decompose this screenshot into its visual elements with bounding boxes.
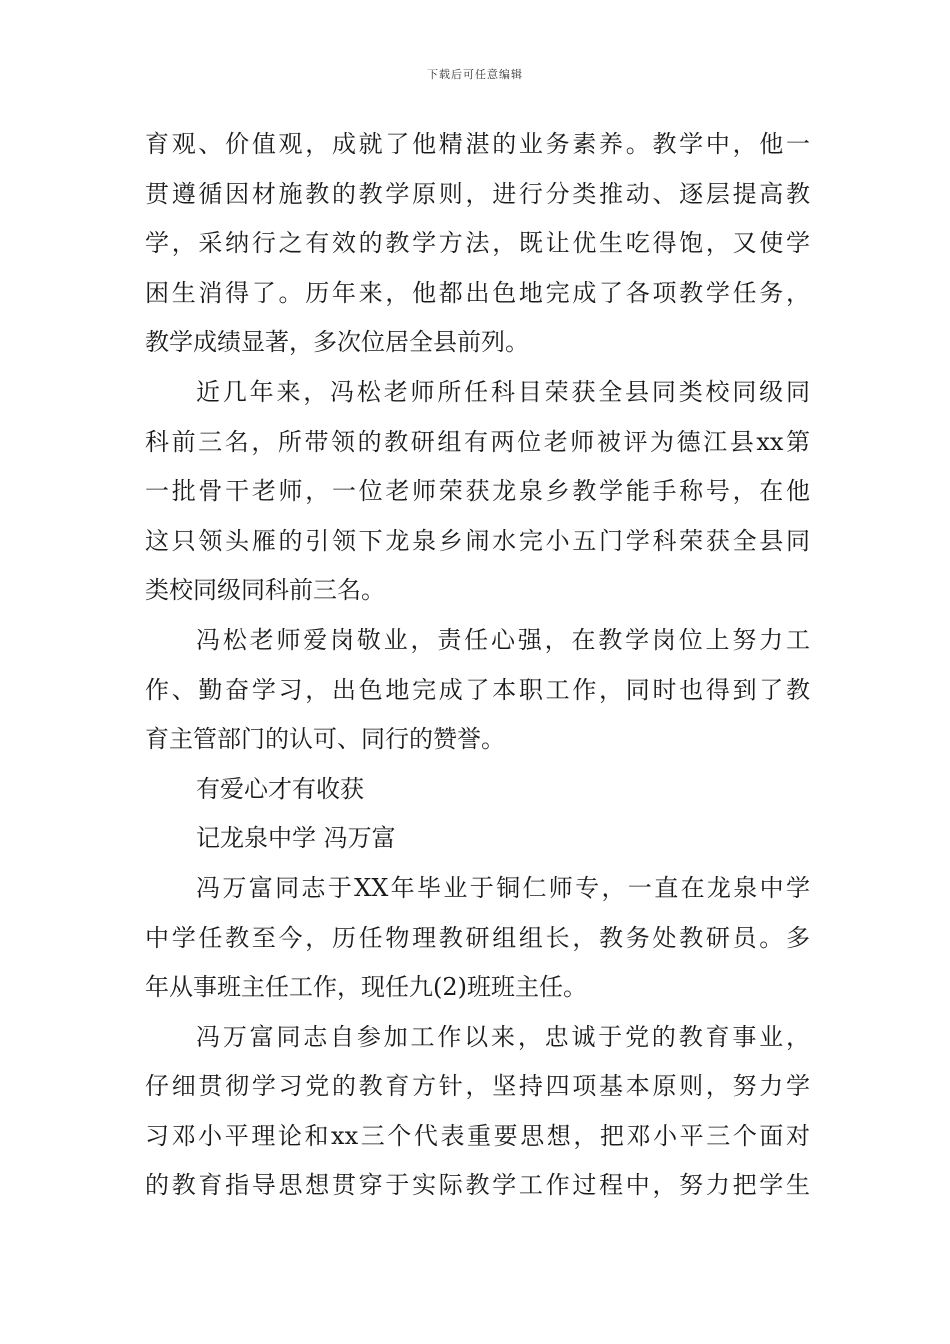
- text-line: 育主管部门的认可、同行的赞誉。: [145, 725, 505, 754]
- text-line: 的教育指导思想贯穿于实际教学工作过程中，努力把学生: [145, 1171, 810, 1200]
- text-line: 作、勤奋学习，出色地完成了本职工作，同时也得到了教: [145, 675, 810, 704]
- text-line: 困生消得了。历年来，他都出色地完成了各项教学任务，: [145, 278, 810, 307]
- section-subtitle: 记龙泉中学 冯万富: [196, 824, 396, 853]
- section-title: 有爱心才有收获: [196, 774, 364, 803]
- page-header: 下载后可任意编辑: [427, 68, 523, 81]
- text-line: 仔细贯彻学习党的教育方针，坚持四项基本原则，努力学: [145, 1072, 810, 1101]
- text-line: 贯遵循因材施教的教学原则，进行分类推动、逐层提高教: [145, 179, 810, 208]
- text-line: 学，采纳行之有效的教学方法，既让优生吃得饱，又使学: [145, 229, 810, 258]
- text-line: 冯松老师爱岗敬业，责任心强，在教学岗位上努力工: [196, 625, 810, 654]
- text-line: 类校同级同科前三名。: [145, 576, 385, 605]
- text-line: 习邓小平理论和xx三个代表重要思想，把邓小平三个面对: [145, 1121, 810, 1150]
- text-line: 冯万富同志于XX年毕业于铜仁师专，一直在龙泉中学: [196, 873, 810, 902]
- text-line: 年从事班主任工作，现任九(2)班班主任。: [145, 973, 587, 1002]
- text-line: 一批骨干老师，一位老师荣获龙泉乡教学能手称号，在他: [145, 477, 810, 506]
- text-line: 科前三名，所带领的教研组有两位老师被评为德江县xx第: [145, 427, 810, 456]
- text-line: 中学任教至今，历任物理教研组组长，教务处教研员。多: [145, 923, 810, 952]
- document-body: [145, 120, 810, 1211]
- text-line: 教学成绩显著，多次位居全县前列。: [145, 328, 529, 357]
- text-line: 这只领头雁的引领下龙泉乡闹水完小五门学科荣获全县同: [145, 526, 810, 555]
- text-line: 冯万富同志自参加工作以来，忠诚于党的教育事业，: [196, 1022, 810, 1051]
- text-line: 育观、价值观，成就了他精湛的业务素养。教学中，他一: [145, 130, 810, 158]
- text-line: 近几年来，冯松老师所任科目荣获全县同类校同级同: [196, 377, 810, 406]
